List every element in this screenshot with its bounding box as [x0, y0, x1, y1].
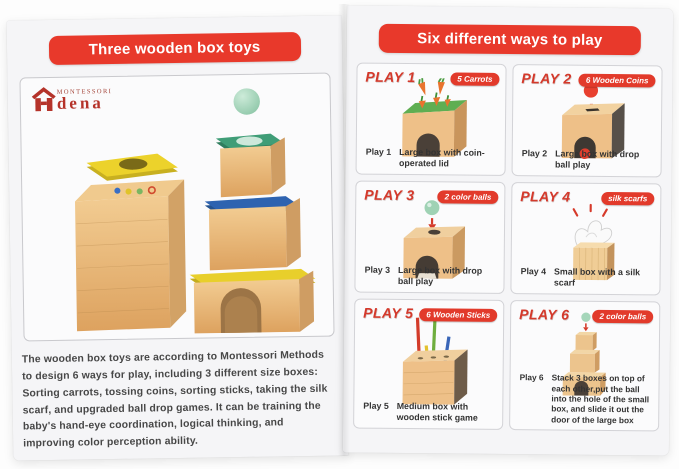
play-card-5	[353, 299, 504, 430]
right-page	[343, 5, 673, 455]
play2-caption: Large box with drop ball play	[555, 148, 640, 170]
page-fold	[338, 4, 350, 456]
wooden-boxes-illustration	[29, 78, 335, 337]
brand-name-montessori: MONTESSORI	[56, 88, 113, 96]
right-banner: Six different ways to play	[379, 24, 641, 56]
play3-caption-label: Play 3	[364, 264, 391, 275]
play1-caption-label: Play 1	[365, 146, 392, 157]
play-card-4	[510, 182, 661, 295]
play5-caption-label: Play 5	[363, 400, 389, 411]
mint-ball-icon	[581, 312, 590, 321]
play2-badge: 6 Wooden Coins	[579, 74, 656, 88]
play3-title: PLAY 3	[364, 186, 415, 204]
play-card-6	[509, 300, 660, 431]
play-card-2	[512, 64, 663, 177]
play2-title: PLAY 2	[521, 70, 572, 87]
green-ball-icon	[233, 88, 260, 115]
play-card-3	[354, 181, 505, 294]
play5-caption: Medium box with wooden stick game	[396, 400, 478, 423]
play5-title: PLAY 5	[363, 304, 414, 322]
left-page	[7, 15, 349, 460]
play6-caption: Stack 3 boxes on top of each other,put the ball into the hole of the small box, and slide it out the door of the large box	[551, 372, 650, 425]
play3-badge: 2 color balls	[438, 190, 499, 204]
play2-caption-label: Play 2	[521, 148, 548, 159]
play4-title: PLAY 4	[520, 188, 571, 205]
play1-badge: 5 Carrots	[450, 72, 499, 85]
play5-badge: 6 Wooden Sticks	[419, 308, 497, 322]
play4-caption: Small box with a silk scarf	[553, 266, 641, 288]
brand-name-dena: dena	[56, 93, 104, 113]
play6-title: PLAY 6	[519, 306, 570, 323]
mint-ball-icon	[424, 200, 439, 215]
play-card-1	[356, 63, 507, 176]
plays-grid	[343, 52, 673, 431]
play3-caption: Large box with drop ball play	[397, 264, 483, 287]
single-box-with-yellow-lid	[74, 153, 186, 331]
play6-caption-label: Play 6	[519, 372, 544, 383]
house-a-icon	[32, 87, 56, 113]
carrot-icon	[417, 78, 428, 97]
play4-caption-label: Play 4	[520, 266, 547, 277]
product-frame	[19, 73, 334, 342]
play4-badge: silk scarfs	[601, 192, 654, 206]
brand-logo-text	[57, 86, 113, 111]
play1-caption: Large box with coin-operated lid	[399, 146, 485, 169]
left-banner: Three wooden box toys	[48, 32, 300, 65]
play5-sticks-box-illustration	[376, 312, 481, 407]
brand-logo	[32, 86, 113, 113]
product-description: The wooden box toys are according to Montessori Methods to design 6 ways for play, including 3 different size boxes: Sorting carrots, tossing coins, sorting sticks, taking the silk scarf, and upgraded ball drop games. It can be training the baby's hand-eye coordination, logical thinking, and improving color perception ability.	[21, 349, 328, 450]
play1-title: PLAY 1	[365, 68, 416, 86]
play6-badge: 2 color balls	[592, 310, 653, 324]
stacked-boxes	[187, 87, 316, 333]
